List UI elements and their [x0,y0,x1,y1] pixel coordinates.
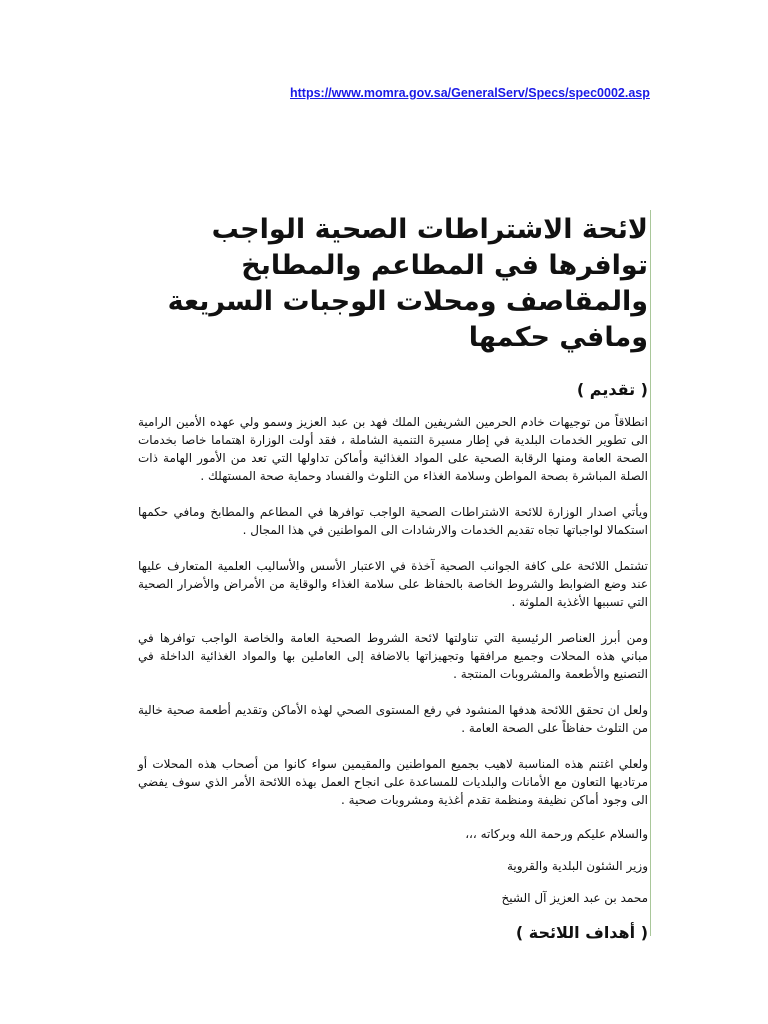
goals-heading: ( أهداف اللائحة ) [515,923,648,942]
closing-greeting: والسلام عليكم ورحمة الله وبركاته ،،، [465,827,648,841]
paragraph-4: ومن أبرز العناصر الرئيسية التي تناولتها لائحة الشروط الصحية العامة والخاصة الواجب توافرها في مباني هذه المحلات وجميع مرافقها وتجهيزاتها بالاضافة إلى العاملين بها والمواد الغذائية الداخلة في التصنيع والأطعمة والمشروبات المنتجة . [138,631,648,681]
paragraph-5: ولعل ان تحقق اللائحة هدفها المنشود في رفع المستوى الصحي لهذه الأماكن وتقديم أطعمة صحية خالية من التلوث حفاظاً على الصحة العامة . [138,703,648,735]
margin-rule [650,210,651,936]
paragraph-1: انطلاقاً من توجيهات خادم الحرمين الشريفين الملك فهد بن عبد العزيز وسمو ولي عهده الأمين الرامية الى تطوير الخدمات البلدية في إطار مسيرة التنمية الشاملة ، فقد أولت الوزارة اهتماما خاصا بخدمات الصحة العامة ومنها الرقابة الصحية على المواد الغذائية وأماكن تداولها التي تعد من الأمور الهامة ذات الصلة المباشرة بصحة المواطن وسلامة الغذاء من التلوث والفساد وحماية صحة المستهلك . [138,415,648,483]
signature-name: محمد بن عبد العزيز آل الشيخ [501,891,648,905]
source-url-link[interactable]: https://www.momra.gov.sa/GeneralServ/Specs/spec0002.asp [290,86,650,100]
intro-heading: ( تقديم ) [576,380,648,399]
paragraph-3: تشتمل اللائحة على كافة الجوانب الصحية آخذة في الاعتبار الأسس والأساليب العلمية المتعارف عليها عند وضع الضوابط والشروط الخاصة بالحفاظ على سلامة الغذاء والوقاية من الأمراض والأضرار الصحية التي تسببها الأغذية الملوثة . [138,559,648,609]
document-title: لائحة الاشتراطات الصحية الواجب توافرها في المطاعم والمطابخ والمقاصف ومحلات الوجبات السريعة ومافي حكمها [167,214,648,353]
signature-title: وزير الشئون البلدية والقروية [506,859,648,873]
paragraph-6: ولعلي اغتنم هذه المناسبة لاهيب بجميع المواطنين والمقيمين سواء كانوا من أصحاب هذه المحلات أو مرتاديها التعاون مع الأمانات والبلديات للمساعدة على انجاح العمل بهذه اللائحة الأمر الذي سوف يفضي الى وجود أماكن نظيفة ومنظمة تقدم أغذية ومشروبات صحية . [138,757,648,807]
document-body [138,212,648,942]
paragraph-2: ويأتي اصدار الوزارة للائحة الاشتراطات الصحية الواجب توافرها في المطاعم والمطابخ ومافي حكمها استكمالا لواجباتها تجاه تقديم الخدمات والارشادات الى المواطنين في هذا المجال . [138,505,648,537]
